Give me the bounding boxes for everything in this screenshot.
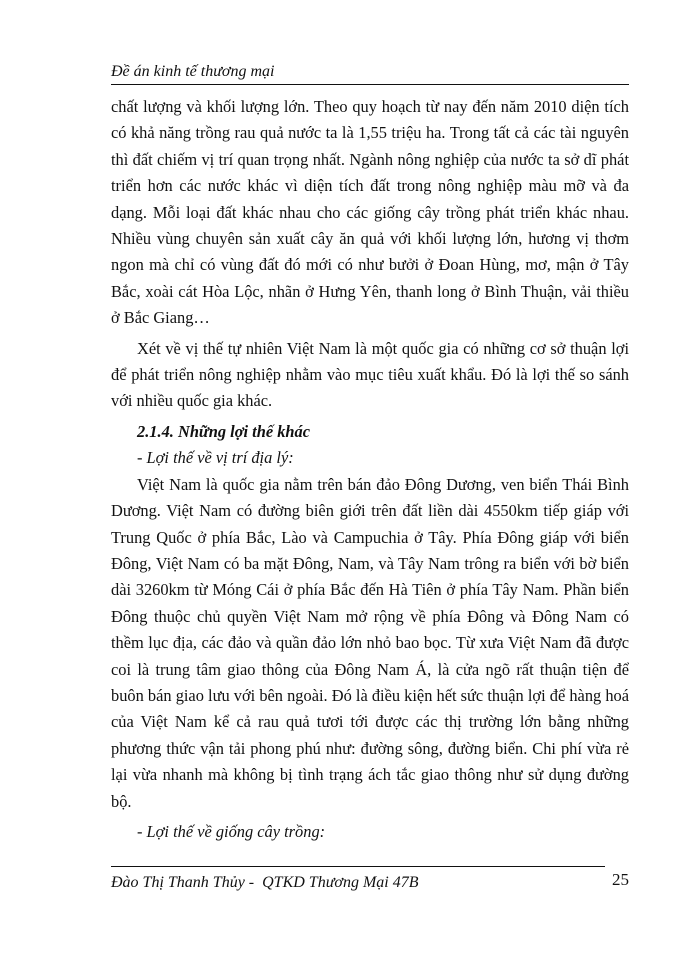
footer-divider — [111, 866, 605, 867]
paragraph-natural-position: Xét về vị thế tự nhiên Việt Nam là một quốc gia có những cơ sở thuận lợi để phát triển nông nghiệp nhằm vào mục tiêu xuất khẩu. Đó là lợi thế so sánh với nhiều quốc gia khác. — [111, 338, 629, 411]
page-footer — [111, 866, 629, 896]
page-number: 25 — [612, 870, 629, 889]
header-title: Đề án kinh tế thương mại — [111, 63, 275, 80]
footer-author: Đào Thị Thanh Thủy - QTKD Thương Mại 47B — [111, 874, 419, 891]
page-header — [111, 62, 629, 85]
bullet-crop-varieties: - Lợi thế về giống cây trồng: — [137, 821, 326, 841]
bullet-geographic-advantage: - Lợi thế về vị trí địa lý: — [137, 448, 294, 468]
paragraph-geography: Việt Nam là quốc gia nằm trên bán đảo Đông Dương, ven biển Thái Bình Dương. Việt Nam có đường biên giới trên đất liền dài 4550km tiếp giáp với Trung Quốc ở phía Bắc, Lào và Campuchia ở Tây. Phía Đông giáp với biển Đông, Việt Nam có ba mặt Đông, Nam, và Tây Nam trông ra biển với bờ biển dài 3260km từ Móng Cái ở phía Bắc đến Hà Tiên ở phía Tây Nam. Phần biển Đông thuộc chủ quyền Việt Nam mở rộng về phía Đông và Đông Nam có thềm lục địa, các đảo và quần đảo lớn nhỏ bao bọc. Từ xưa Việt Nam đã được coi là trung tâm giao thông của Đông Nam Á, là cửa ngõ rất thuận tiện để buôn bán giao lưu với bên ngoài. Đó là điều kiện hết sức thuận lợi để hàng hoá của Việt Nam kể cả rau quả tươi tới được các thị trường lớn bằng những phương thức vận tải phong phú như: đường sông, đường biển. Chi phí vừa rẻ lại vừa nhanh mà không bị tình trạng ách tắc giao thông như sử dụng đường bộ. — [111, 474, 629, 811]
section-heading: 2.1.4. Những lợi thế khác — [137, 421, 310, 441]
document-body — [111, 94, 629, 845]
paragraph-land-resources: chất lượng và khối lượng lớn. Theo quy hoạch từ nay đến năm 2010 diện tích có khả năng trồng rau quả nước ta là 1,55 triệu ha. Trong tất cả các tài nguyên thì đất chiếm vị trí quan trọng nhất. Ngành nông nghiệp của nước ta sở dĩ phát triển hơn các nước khác vì diện tích đất trong nông nghiệp màu mỡ và đa dạng. Mỗi loại đất khác nhau cho các giống cây trồng phát triển khác nhau. Nhiều vùng chuyên sản xuất cây ăn quả với khối lượng lớn, hương vị thơm ngon mà chỉ có vùng đất đó mới có như bưởi ở Đoan Hùng, mơ, mận ở Tây Bắc, xoài cát Hòa Lộc, nhãn ở Hưng Yên, thanh long ở Bình Thuận, vải thiều ở Bắc Giang… — [111, 97, 629, 328]
